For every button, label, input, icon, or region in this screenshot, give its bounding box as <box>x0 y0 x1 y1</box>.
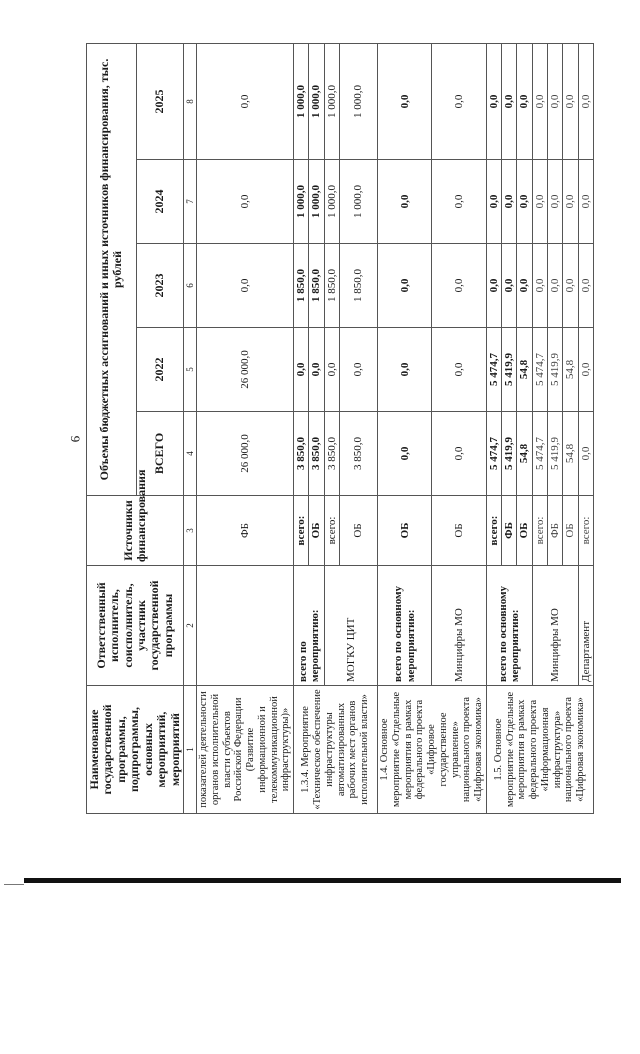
row-2022: 0,0 <box>378 328 432 412</box>
horizontal-rule-thin <box>4 884 24 885</box>
row-total: 54,8 <box>563 412 578 496</box>
col-number: 8 <box>184 44 197 160</box>
row-source: ФБ <box>548 496 563 566</box>
row-source: всего: <box>532 496 547 566</box>
header-source: Источники финансирования <box>87 496 184 566</box>
row-2022: 0,0 <box>309 328 324 412</box>
row-source: всего: <box>324 496 339 566</box>
row-total: 0,0 <box>432 412 486 496</box>
row-2023: 1 850,0 <box>309 244 324 328</box>
header-2022: 2022 <box>136 328 183 412</box>
row-source: всего: <box>294 496 309 566</box>
row-2024: 0,0 <box>563 160 578 244</box>
row-responsible-exec: Минцифры МО <box>432 566 486 686</box>
row-responsible-dept: Департамент <box>578 566 593 686</box>
row-2022: 0,0 <box>294 328 309 412</box>
col-number: 7 <box>184 160 197 244</box>
horizontal-rule <box>24 878 621 883</box>
row-responsible-total: всего по основному мероприятию: <box>486 566 532 686</box>
header-2024: 2024 <box>136 160 183 244</box>
row-2025: 0,0 <box>517 44 532 160</box>
header-2023: 2023 <box>136 244 183 328</box>
row-2024: 0,0 <box>532 160 547 244</box>
row-2022: 26 000,0 <box>197 328 294 412</box>
col-number: 6 <box>184 244 197 328</box>
row-responsible-total: всего по мероприятию: <box>294 566 325 686</box>
row-2022: 0,0 <box>324 328 339 412</box>
row-2023: 0,0 <box>486 244 501 328</box>
row-source: всего: <box>486 496 501 566</box>
row-2024: 0,0 <box>502 160 517 244</box>
row-total: 0,0 <box>378 412 432 496</box>
row-source: ОБ <box>309 496 324 566</box>
row-total: 3 850,0 <box>294 412 309 496</box>
budget-table-rotated <box>86 44 592 814</box>
row-2025: 0,0 <box>432 44 486 160</box>
row-total: 3 850,0 <box>324 412 339 496</box>
row-2024: 0,0 <box>378 160 432 244</box>
row-name: 1.3.4. Мероприятие «Техническое обеспечение инфраструктуры автоматизированных рабочих мест органов исполнительной власти» <box>294 686 378 814</box>
col-number: 4 <box>184 412 197 496</box>
row-2022: 0,0 <box>578 328 593 412</box>
row-2025: 1 000,0 <box>309 44 324 160</box>
row-2023: 0,0 <box>378 244 432 328</box>
row-name: 1.5. Основное мероприятие «Отдельные мероприятия в рамках федерального проекта «Информационная инфраструктура» национального проекта «Цифровая экономика» <box>486 686 593 814</box>
row-source: ФБ <box>197 496 294 566</box>
row-responsible-exec: МОГКУ ЦИТ <box>324 566 377 686</box>
row-2023: 0,0 <box>532 244 547 328</box>
row-2023: 0,0 <box>197 244 294 328</box>
row-source: ОБ <box>517 496 532 566</box>
row-responsible-exec: Минцифры МО <box>532 566 578 686</box>
row-2022: 54,8 <box>563 328 578 412</box>
row-2024: 0,0 <box>517 160 532 244</box>
row-2024: 0,0 <box>432 160 486 244</box>
row-2023: 0,0 <box>502 244 517 328</box>
row-name: показателей деятельности органов исполнительной власти субъектов Российской Федерации (Развитие информационной и телекоммуникационной инфраструктуры)» <box>197 686 294 814</box>
col-number: 3 <box>184 496 197 566</box>
row-2023: 0,0 <box>517 244 532 328</box>
row-2024: 0,0 <box>486 160 501 244</box>
col-number: 2 <box>184 566 197 686</box>
row-2024: 0,0 <box>548 160 563 244</box>
row-2024: 1 000,0 <box>324 160 339 244</box>
page-number: 9 <box>68 435 83 443</box>
row-total: 5 419,9 <box>502 412 517 496</box>
row-total: 5 474,7 <box>486 412 501 496</box>
row-2023: 0,0 <box>432 244 486 328</box>
row-responsible-total: всего по основному мероприятию: <box>378 566 432 686</box>
row-2025: 0,0 <box>502 44 517 160</box>
row-2025: 1 000,0 <box>294 44 309 160</box>
row-2025: 0,0 <box>378 44 432 160</box>
row-source: ОБ <box>563 496 578 566</box>
row-2022: 5 474,7 <box>486 328 501 412</box>
row-2024: 1 000,0 <box>294 160 309 244</box>
row-source: ОБ <box>378 496 432 566</box>
row-source: ОБ <box>432 496 486 566</box>
row-2024: 0,0 <box>578 160 593 244</box>
row-2025: 0,0 <box>197 44 294 160</box>
header-volumes: Объемы бюджетных ассигнований и иных источников финансирования, тыс. рублей <box>87 44 137 496</box>
col-number: 5 <box>184 328 197 412</box>
row-2025: 0,0 <box>548 44 563 160</box>
row-2024: 1 000,0 <box>309 160 324 244</box>
header-total: ВСЕГО <box>136 412 183 496</box>
row-2022: 0,0 <box>432 328 486 412</box>
row-2025: 0,0 <box>578 44 593 160</box>
row-total: 54,8 <box>517 412 532 496</box>
row-source: ФБ <box>502 496 517 566</box>
row-2022: 5 474,7 <box>532 328 547 412</box>
row-2025: 0,0 <box>563 44 578 160</box>
row-2025: 0,0 <box>532 44 547 160</box>
row-2022: 0,0 <box>340 328 378 412</box>
budget-table <box>86 43 594 814</box>
row-2025: 1 000,0 <box>340 44 378 160</box>
row-2025: 1 000,0 <box>324 44 339 160</box>
header-2025: 2025 <box>136 44 183 160</box>
row-2022: 54,8 <box>517 328 532 412</box>
row-total: 0,0 <box>578 412 593 496</box>
row-source: всего: <box>578 496 593 566</box>
row-2023: 1 850,0 <box>324 244 339 328</box>
row-total: 3 850,0 <box>340 412 378 496</box>
row-name: 1.4. Основное мероприятие «Отдельные мероприятия в рамках федерального проекта «Цифровое государственное управление» национального проекта «Цифровая экономика» <box>378 686 487 814</box>
row-responsible <box>197 566 294 686</box>
row-2023: 1 850,0 <box>294 244 309 328</box>
row-2024: 1 000,0 <box>340 160 378 244</box>
row-2023: 0,0 <box>563 244 578 328</box>
header-responsible: Ответственный исполнитель, соисполнитель, участник государственной программы <box>87 566 184 686</box>
row-2022: 5 419,9 <box>548 328 563 412</box>
row-2023: 0,0 <box>548 244 563 328</box>
row-2022: 5 419,9 <box>502 328 517 412</box>
row-2023: 1 850,0 <box>340 244 378 328</box>
header-name: Наименование государственной программы, подпрограммы, основных мероприятий, мероприятий <box>87 686 184 814</box>
row-total: 5 474,7 <box>532 412 547 496</box>
row-2023: 0,0 <box>578 244 593 328</box>
row-total: 26 000,0 <box>197 412 294 496</box>
row-total: 3 850,0 <box>309 412 324 496</box>
row-source: ОБ <box>340 496 378 566</box>
row-2024: 0,0 <box>197 160 294 244</box>
col-number: 1 <box>184 686 197 814</box>
row-total: 5 419,9 <box>548 412 563 496</box>
row-2025: 0,0 <box>486 44 501 160</box>
